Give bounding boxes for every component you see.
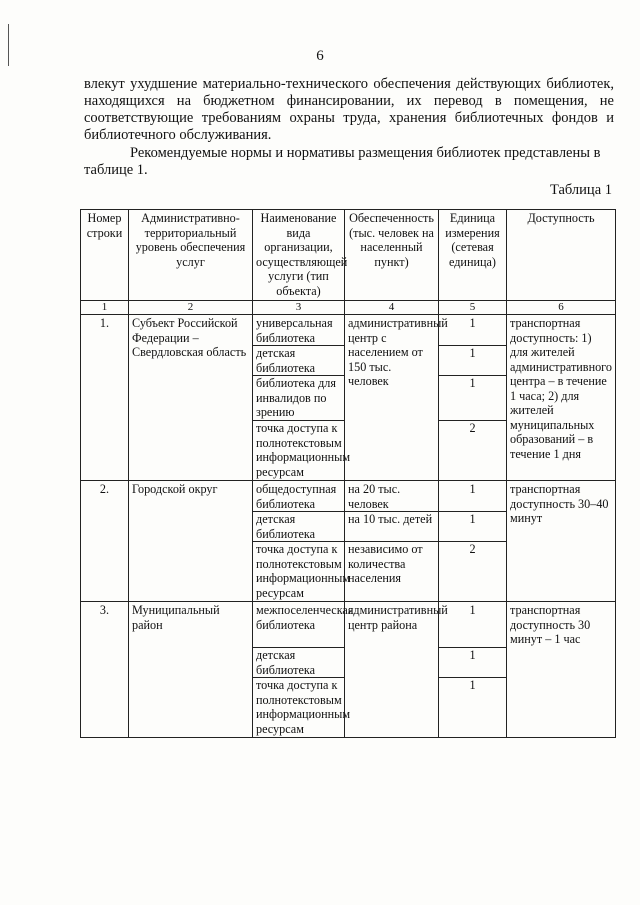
organization-type: универсальная библиотека	[253, 316, 344, 346]
paragraph-continuation: влекут ухудшение материально-технического обеспечения действующих библиотек, находящихся на бюджетном финансировании, их перевод в помещения, не соответствующие требованиям охраны труда, хранения библиотечных фондов и библиотечного обслуживания.	[84, 76, 614, 143]
unit-values	[439, 602, 507, 738]
unit-value: 1	[469, 678, 476, 692]
unit-value: 1	[439, 512, 506, 542]
provision: административный центр с населением от 150 тыс. человек	[345, 315, 439, 481]
column-number: 4	[345, 301, 439, 315]
table-row	[81, 315, 616, 481]
admin-level: Городской округ	[129, 481, 253, 602]
organization-type: точка доступа к полнотекстовым информационным ресурсам	[256, 421, 351, 479]
organization-type: детская библиотека	[253, 346, 344, 376]
organization-type: детская библиотека	[253, 648, 344, 678]
table-row	[81, 602, 616, 738]
accessibility: транспортная доступность 30 минут – 1 час	[507, 602, 616, 738]
header-unit: Единица измерения (сетевая единица)	[439, 210, 507, 301]
column-number: 5	[439, 301, 507, 315]
provision: на 20 тыс. человек	[345, 482, 438, 512]
provision: независимо от количества населения	[348, 542, 423, 585]
provision: на 10 тыс. детей	[345, 512, 438, 542]
organization-types	[253, 602, 354, 738]
organization-type: межпоселенческая библиотека	[253, 603, 344, 648]
organization-type: общедоступная библиотека	[253, 482, 344, 512]
organization-type: точка доступа к полнотекстовым информационным ресурсам	[256, 678, 351, 736]
accessibility: транспортная доступность 30–40 минут	[507, 481, 616, 602]
unit-value: 2	[469, 421, 476, 435]
admin-level: Муниципальный район	[129, 602, 253, 738]
unit-values	[439, 315, 507, 481]
organization-type: точка доступа к полнотекстовым информационным ресурсам	[256, 542, 351, 600]
column-number: 2	[129, 301, 253, 315]
table-caption: Таблица 1	[549, 182, 612, 198]
column-number-row	[81, 301, 616, 315]
column-number: 1	[81, 301, 129, 315]
unit-value: 2	[469, 542, 476, 556]
table-header-row	[81, 210, 616, 301]
page-number: 6	[316, 48, 324, 64]
organization-type: библиотека для инвалидов по зрению	[253, 376, 344, 421]
library-norms-table	[80, 209, 616, 738]
organization-type: детская библиотека	[253, 512, 344, 542]
header-provision: Обеспеченность (тыс. человек на населенный пункт)	[345, 210, 439, 301]
column-number: 3	[253, 301, 345, 315]
unit-value: 1	[439, 482, 506, 512]
admin-level: Субъект Российской Федерации – Свердловская область	[129, 315, 253, 481]
accessibility: транспортная доступность: 1) для жителей административного центра – в течение 1 часа; 2) для жителей муниципальных образований – в течение 1 дня	[507, 315, 616, 481]
unit-value: 1	[439, 603, 506, 648]
header-admin-level: Административно-территориальный уровень обеспечения услуг	[129, 210, 253, 301]
unit-value: 1	[439, 346, 506, 376]
row-number: 2.	[81, 481, 129, 602]
row-number: 1.	[81, 315, 129, 481]
paragraph-table-intro: Рекомендуемые нормы и нормативы размещения библиотек представлены в таблице 1.	[84, 145, 601, 178]
header-accessibility: Доступность	[507, 210, 616, 301]
table-row	[81, 481, 616, 602]
provisions	[345, 481, 439, 602]
provision: административный центр района	[345, 602, 439, 738]
header-row-number: Номер строки	[81, 210, 129, 301]
unit-value: 1	[439, 648, 506, 678]
header-organization-type: Наименование вида организации, осуществляющей услуги (тип объекта)	[253, 210, 345, 301]
row-number: 3.	[81, 602, 129, 738]
organization-types	[253, 315, 351, 481]
organization-types	[253, 481, 351, 602]
column-number: 6	[507, 301, 616, 315]
unit-values	[439, 481, 507, 602]
unit-value: 1	[439, 316, 506, 346]
unit-value: 1	[439, 376, 506, 421]
